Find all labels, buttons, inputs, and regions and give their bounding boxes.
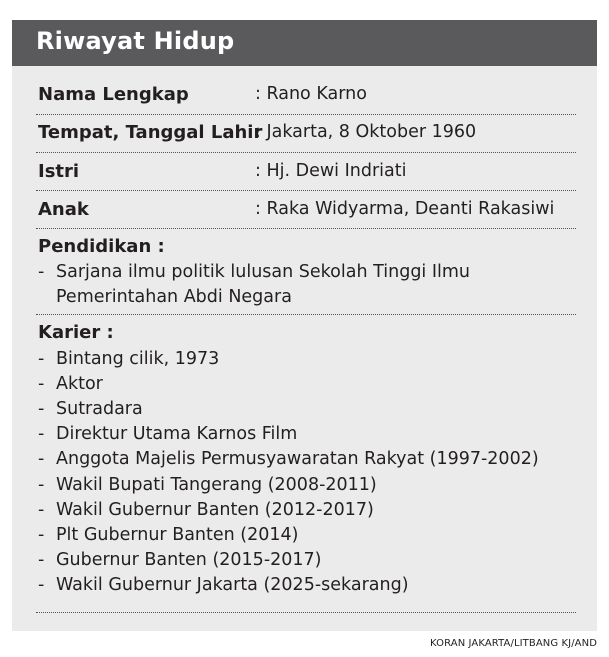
separator [36,314,576,315]
list-dash: - [38,374,45,394]
career-title: Karier : [38,322,114,343]
row-label: Nama Lengkap [38,84,189,105]
card-title: Riwayat Hidup [36,27,235,55]
education-title: Pendidikan : [38,236,165,257]
source-credit: KORAN JAKARTA/LITBANG KJ/AND [430,638,597,649]
row-label: Tempat, Tanggal Lahir [38,122,263,143]
list-dash: - [38,475,45,495]
list-dash: - [38,525,45,545]
list-dash: - [38,550,45,570]
list-dash: - [38,349,45,369]
list-dash: - [38,500,45,520]
list-dash: - [38,449,45,469]
separator [36,152,576,153]
list-dash: - [38,262,45,282]
career-item-text: Aktor [56,374,103,394]
career-item-text: Sutradara [56,399,143,419]
career-item-text: Bintang cilik, 1973 [56,349,220,369]
row-value: : Hj. Dewi Indriati [255,161,407,181]
list-dash: - [38,575,45,595]
separator [36,190,576,191]
row-label: Anak [38,199,89,220]
career-item-text: Direktur Utama Karnos Film [56,424,298,444]
list-dash: - [38,399,45,419]
education-line-2: Pemerintahan Abdi Negara [56,287,292,307]
row-value: : Rano Karno [255,84,367,104]
career-item-text: Gubernur Banten (2015-2017) [56,550,322,570]
career-item-text: Wakil Gubernur Banten (2012-2017) [56,500,374,520]
education-line-1: Sarjana ilmu politik lulusan Sekolah Tinggi Ilmu [56,262,471,282]
row-value: : Raka Widyarma, Deanti Rakasiwi [255,199,555,219]
list-dash: - [38,424,45,444]
biography-card [12,20,597,631]
separator [36,612,576,613]
row-label: Istri [38,161,80,182]
row-value: : Jakarta, 8 Oktober 1960 [255,122,477,142]
separator [36,228,576,229]
card-header [12,20,597,66]
career-item-text: Anggota Majelis Permusyawaratan Rakyat (1997-2002) [56,449,539,469]
career-item-text: Plt Gubernur Banten (2014) [56,525,299,545]
separator [36,114,576,115]
career-item-text: Wakil Gubernur Jakarta (2025-sekarang) [56,575,409,595]
career-item-text: Wakil Bupati Tangerang (2008-2011) [56,475,377,495]
